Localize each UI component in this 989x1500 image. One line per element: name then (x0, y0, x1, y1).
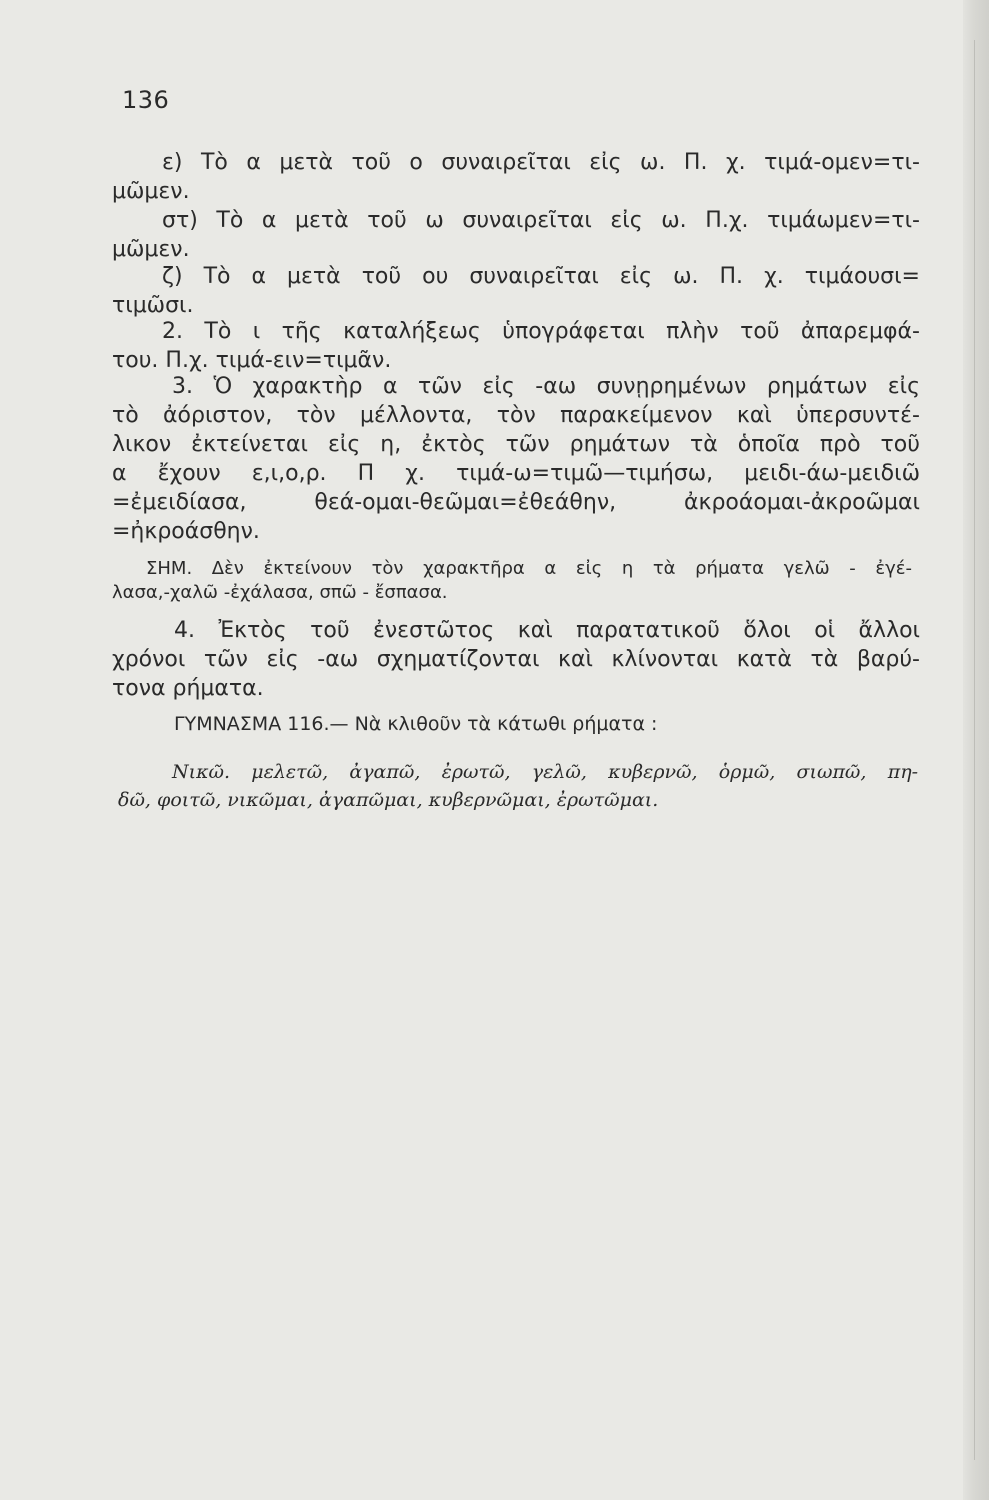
paragraph-z (112, 262, 920, 320)
text-line: ζ) Τὸ α μετὰ τοῦ ου συναιρεῖται εἰς ω. Π. χ. τιμάουσι= (162, 264, 920, 289)
text-line: 3. Ὁ χαρακτὴρ α τῶν εἰς -αω συνῃρημένων ρημάτων εἰς (172, 374, 920, 399)
paragraph-e (112, 148, 920, 206)
text-line: 2. Τὸ ι τῆς καταλήξεως ὑπογράφεται πλὴν τοῦ ἀπαρεμφά- (162, 319, 920, 344)
paragraph-3 (112, 372, 920, 546)
paragraph-2 (112, 317, 920, 375)
text-line: 4. Ἐκτὸς τοῦ ἐνεστῶτος καὶ παρατατικοῦ ὅλοι οἱ ἄλλοι (174, 618, 920, 643)
text-line: =ἐμειδίασα, θεά-ομαι-θεῶμαι=ἐθεάθην, ἀκροάομαι-ἀκροῶμαι (112, 490, 920, 515)
text-line: δῶ, φοιτῶ, νικῶμαι, ἀγαπῶμαι, κυβερνῶμαι, ἐρωτῶμαι. (118, 789, 659, 811)
text-line: χρόνοι τῶν εἰς -αω σχηματίζονται καὶ κλίνονται κατὰ τὰ βαρύ- (112, 647, 920, 672)
text-line: =ἠκροάσθην. (112, 519, 260, 544)
text-line: μῶμεν. (112, 179, 190, 204)
text-line: του. Π.χ. τιμά-ειν=τιμᾶν. (112, 348, 392, 373)
page-edge-line (974, 40, 975, 1460)
exercise-title: ΓΥΜΝΑΣΜΑ 116.— Νὰ κλιθοῦν τὰ κάτωθι ρήματα : (174, 713, 658, 735)
text-line: λασα,-χαλῶ -ἐχάλασα, σπῶ - ἔσπασα. (112, 582, 448, 603)
page-edge-shadow (963, 0, 989, 1500)
note-paragraph (112, 557, 912, 605)
page-number: 136 (122, 86, 170, 114)
text-line: τὸ ἀόριστον, τὸν μέλλοντα, τὸν παρακείμενον καὶ ὑπερσυντέ- (112, 403, 920, 428)
text-line: λικον ἐκτείνεται εἰς η, ἐκτὸς τῶν ρημάτων τὰ ὁποῖα πρὸ τοῦ (112, 432, 920, 457)
paragraph-4 (112, 616, 920, 703)
text-line: μῶμεν. (112, 237, 190, 262)
exercise-verbs (118, 758, 918, 814)
paragraph-st (112, 206, 920, 264)
text-line: ε) Τὸ α μετὰ τοῦ ο συναιρεῖται εἰς ω. Π. χ. τιμά-ομεν=τι- (162, 150, 920, 175)
text-line: τονα ρήματα. (112, 676, 264, 701)
text-line: τιμῶσι. (112, 293, 194, 318)
text-line: ΣΗΜ. Δὲν ἐκτείνουν τὸν χαρακτῆρα α εἰς η τὰ ρήματα γελῶ - ἐγέ- (146, 558, 912, 579)
exercise-heading (174, 712, 874, 736)
text-line: στ) Τὸ α μετὰ τοῦ ω συναιρεῖται εἰς ω. Π.χ. τιμάωμεν=τι- (162, 208, 920, 233)
text-line: α ἔχουν ε,ι,ο,ρ. Π χ. τιμά-ω=τιμῶ—τιμήσω, μειδι-άω-μειδιῶ (112, 461, 920, 486)
text-line: Νικῶ. μελετῶ, ἀγαπῶ, ἐρωτῶ, γελῶ, κυβερνῶ, ὁρμῶ, σιωπῶ, πη- (172, 761, 918, 783)
